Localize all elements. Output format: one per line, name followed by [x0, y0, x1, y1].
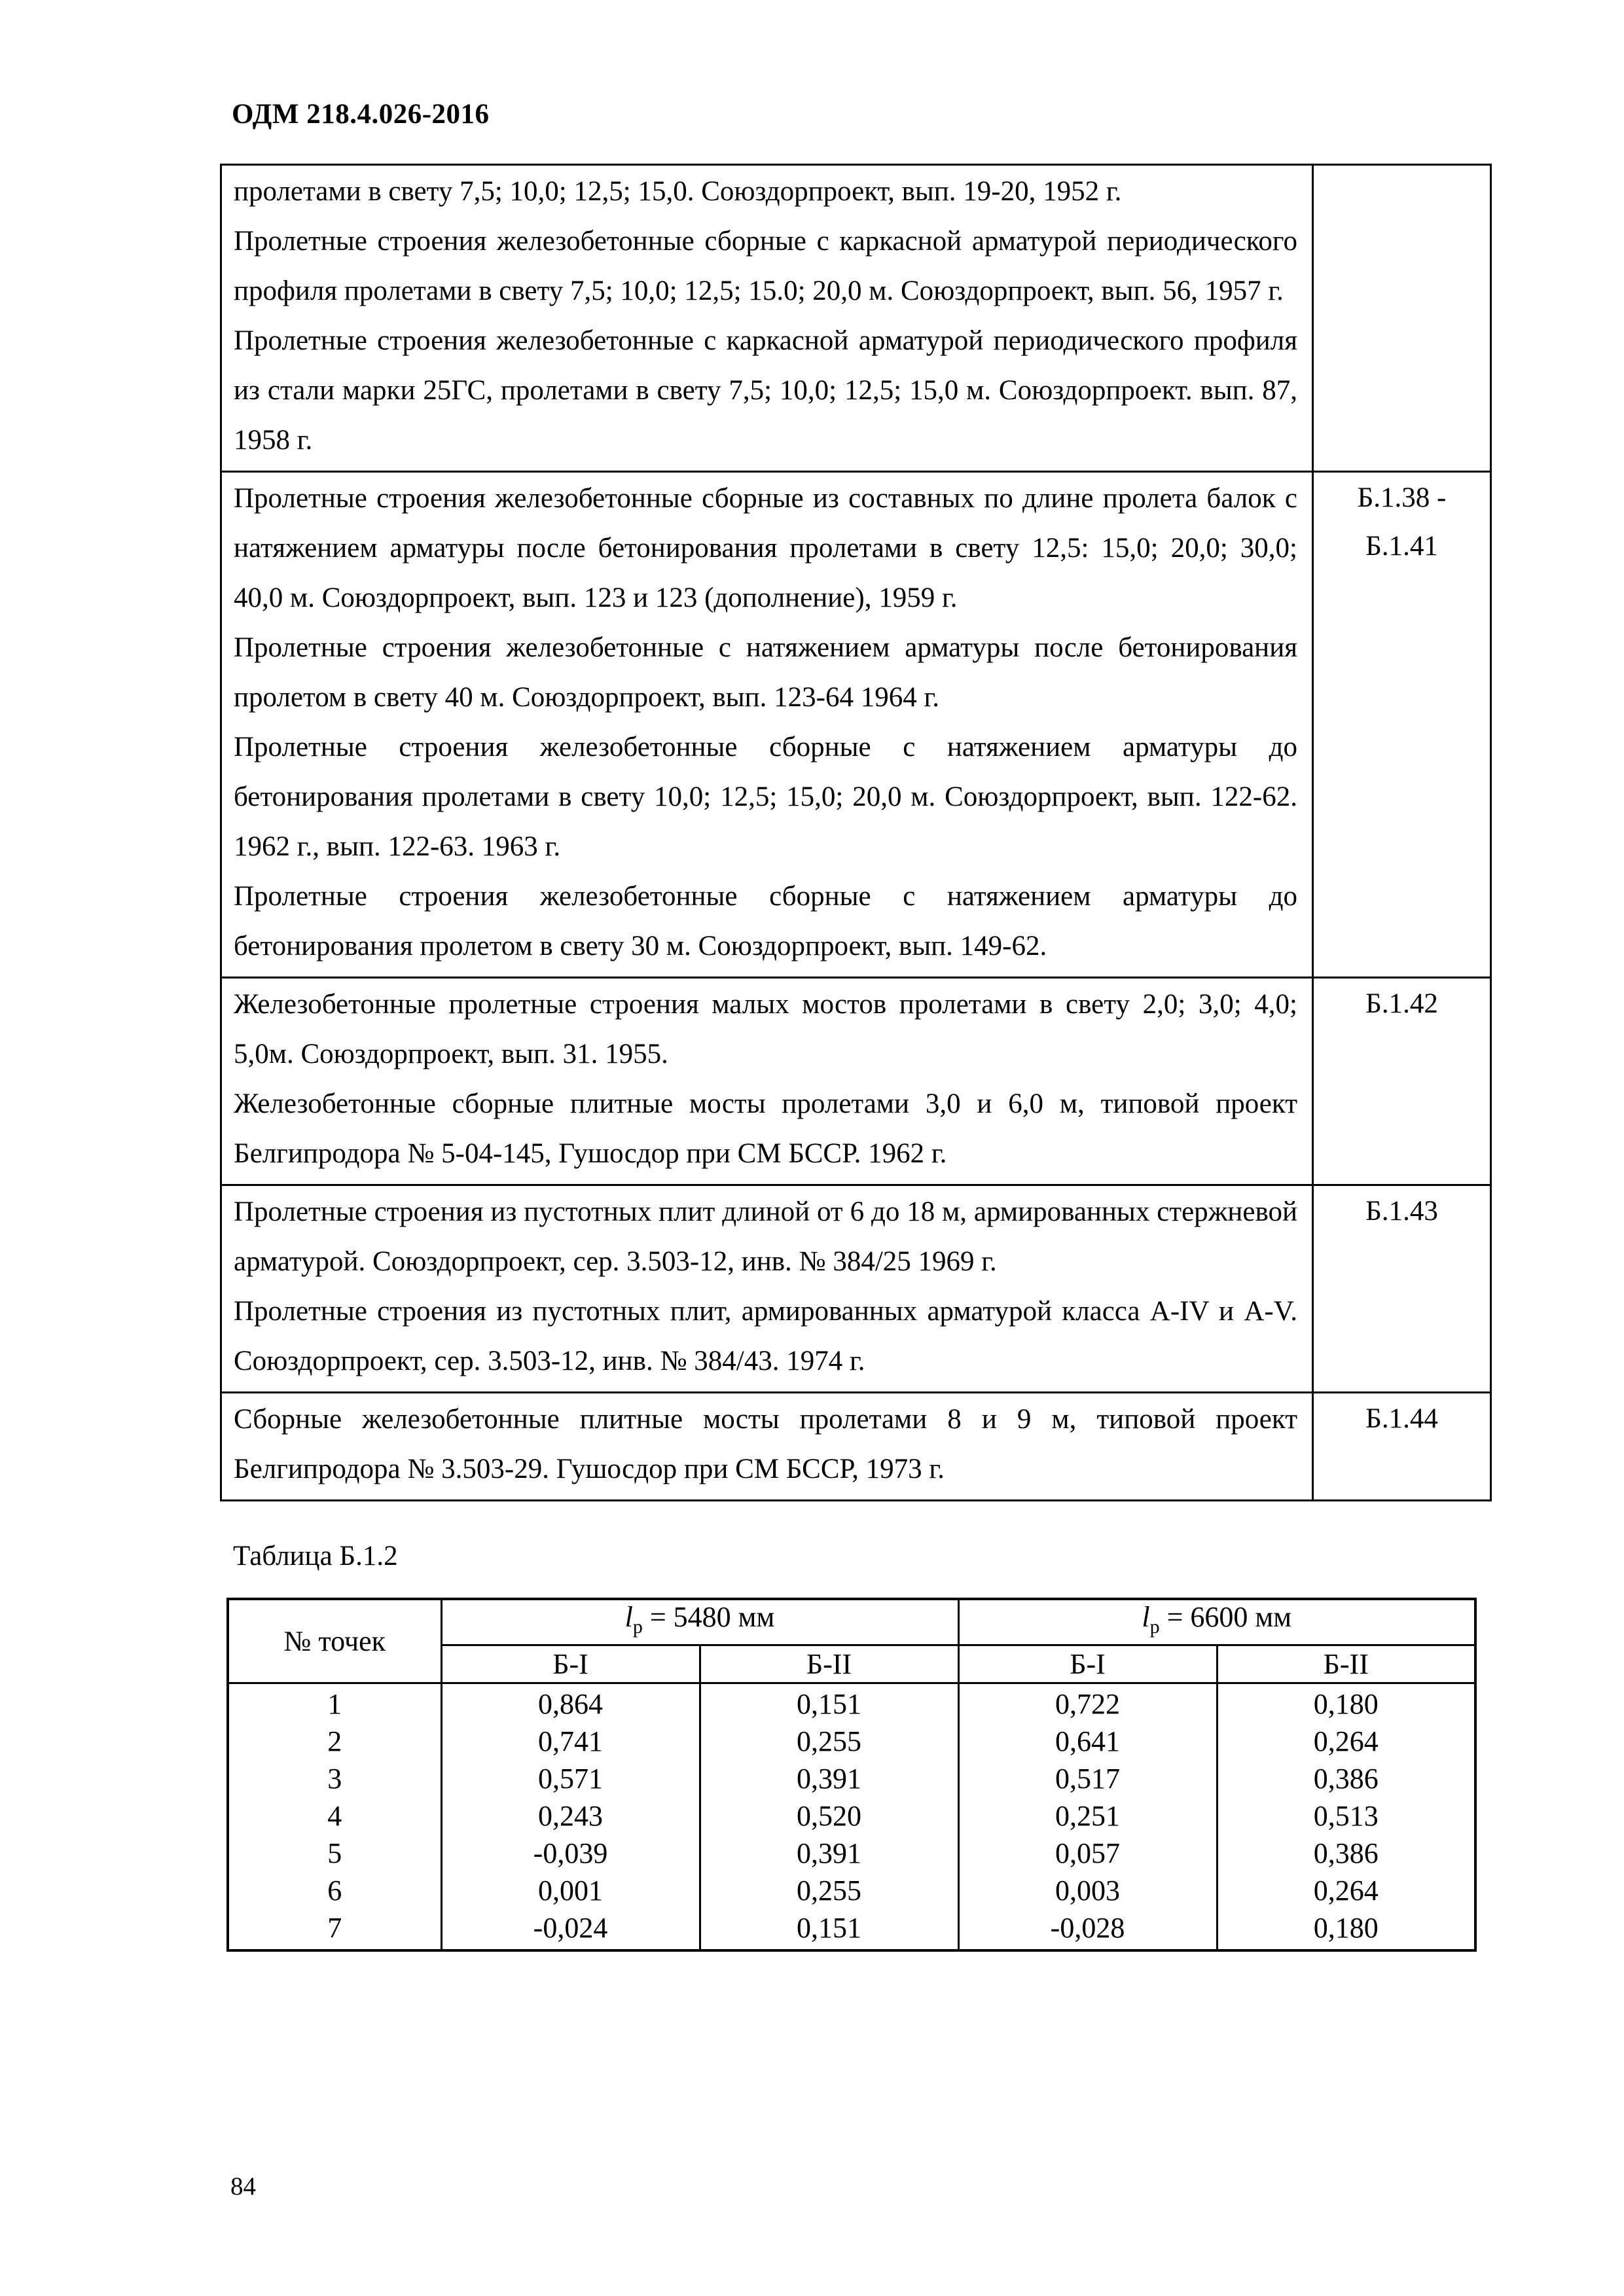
reference-label: Б.1.38 - — [1357, 482, 1447, 513]
table-row — [228, 1723, 1475, 1760]
value-cell: 0,641 — [958, 1723, 1217, 1760]
subheader: Б-II — [1217, 1645, 1475, 1683]
source-description-cell — [221, 165, 1313, 472]
value-cell: -0,028 — [958, 1909, 1217, 1950]
points-header: № точек — [228, 1599, 441, 1683]
value-cell: 0,386 — [1217, 1835, 1475, 1872]
sources-row — [221, 472, 1491, 978]
reference-label: Б.1.41 — [1365, 531, 1438, 562]
value-cell: 0,517 — [958, 1760, 1217, 1797]
source-paragraph: Пролетные строения из пустотных плит длиной от 6 до 18 м, армированных стержневой арматурой. Союздорпроект, сер. 3.503-12, инв. № 384/25 1969 г. — [234, 1196, 1297, 1277]
point-number-cell: 3 — [228, 1760, 441, 1797]
source-description-cell — [221, 472, 1313, 978]
point-number-cell: 2 — [228, 1723, 441, 1760]
source-paragraph: Пролетные строения железобетонные сборные с каркасной арматурой периодического профиля пролетами в свету 7,5; 10,0; 12,5; 15.0; 20,0 м. Союздорпроект, вып. 56, 1957 г. — [234, 226, 1297, 306]
sources-row — [221, 1393, 1491, 1501]
source-paragraph: пролетами в свету 7,5; 10,0; 12,5; 15,0. Союздорпроект, вып. 19-20, 1952 г. — [234, 176, 1122, 207]
group-value: = 6600 мм — [1159, 1601, 1292, 1633]
value-cell: 0,243 — [441, 1797, 700, 1835]
value-cell: 0,513 — [1217, 1797, 1475, 1835]
group-symbol: l — [1142, 1601, 1150, 1633]
source-paragraph: Железобетонные пролетные строения малых мостов пролетами в свету 2,0; 3,0; 4,0; 5,0м. Союздорпроект, вып. 31. 1955. — [234, 989, 1297, 1069]
source-description-cell — [221, 1393, 1313, 1501]
source-paragraph: Пролетные строения железобетонные сборные из составных по длине пролета балок с натяжением арматуры после бетонирования пролетами в свету 12,5: 15,0; 20,0; 30,0; 40,0 м. Союздорпроект, вып. 123 и 123 (дополнение), 1959 г. — [234, 483, 1297, 613]
point-number-cell: 4 — [228, 1797, 441, 1835]
reference-label: Б.1.44 — [1365, 1403, 1438, 1434]
page-number: 84 — [230, 2172, 256, 2200]
value-cell: 0,386 — [1217, 1760, 1475, 1797]
point-number-cell: 5 — [228, 1835, 441, 1872]
value-cell: 0,001 — [441, 1872, 700, 1909]
point-number-cell: 7 — [228, 1909, 441, 1950]
value-cell: 0,180 — [1217, 1683, 1475, 1723]
value-cell: 0,722 — [958, 1683, 1217, 1723]
reference-label: Б.1.43 — [1365, 1196, 1438, 1227]
value-cell: 0,520 — [700, 1797, 958, 1835]
sources-row — [221, 978, 1491, 1185]
source-reference-cell — [1313, 165, 1491, 472]
value-cell: -0,039 — [441, 1835, 700, 1872]
value-cell: 0,255 — [700, 1723, 958, 1760]
source-reference-cell — [1313, 978, 1491, 1185]
source-reference-cell — [1313, 472, 1491, 978]
value-cell: 0,391 — [700, 1760, 958, 1797]
source-paragraph: Сборные железобетонные плитные мосты пролетами 8 и 9 м, типовой проект Белгипродора № 3.503-29. Гушосдор при СМ БССР, 1973 г. — [234, 1404, 1297, 1484]
value-cell: -0,024 — [441, 1909, 700, 1950]
value-cell: 0,264 — [1217, 1872, 1475, 1909]
reference-label: Б.1.42 — [1365, 988, 1438, 1019]
table-row — [228, 1760, 1475, 1797]
source-reference-cell — [1313, 1393, 1491, 1501]
source-paragraph: Железобетонные сборные плитные мосты пролетами 3,0 и 6,0 м, типовой проект Белгипродора № 5-04-145, Гушосдор при СМ БССР. 1962 г. — [234, 1088, 1297, 1169]
value-cell: 0,251 — [958, 1797, 1217, 1835]
sources-table — [220, 164, 1492, 1501]
sources-row — [221, 165, 1491, 472]
value-cell: 0,255 — [700, 1872, 958, 1909]
value-cell: 0,003 — [958, 1872, 1217, 1909]
point-number-cell: 1 — [228, 1683, 441, 1723]
subheader: Б-II — [700, 1645, 958, 1683]
source-paragraph: Пролетные строения из пустотных плит, армированных арматурой класса A-IV и A-V. Союздорпроект, сер. 3.503-12, инв. № 384/43. 1974 г. — [234, 1296, 1297, 1376]
table-row — [228, 1909, 1475, 1950]
subheader: Б-I — [958, 1645, 1217, 1683]
source-description-cell — [221, 1185, 1313, 1393]
values-table — [226, 1598, 1477, 1952]
document-code: ОДМ 218.4.026-2016 — [232, 99, 490, 130]
point-number-cell: 6 — [228, 1872, 441, 1909]
group-header-1 — [441, 1599, 958, 1645]
value-cell: 0,391 — [700, 1835, 958, 1872]
source-paragraph: Пролетные строения железобетонные сборные с натяжением арматуры до бетонирования пролетами в свету 10,0; 12,5; 15,0; 20,0 м. Союздорпроект, вып. 122-62. 1962 г., вып. 122-63. 1963 г. — [234, 732, 1297, 862]
value-cell: 0,180 — [1217, 1909, 1475, 1950]
source-paragraph: Пролетные строения железобетонные с натяжением арматуры после бетонирования пролетом в свету 40 м. Союздорпроект, вып. 123-64 1964 г. — [234, 632, 1297, 713]
source-paragraph: Пролетные строения железобетонные сборные с натяжением арматуры до бетонирования пролетом в свету 30 м. Союздорпроект, вып. 149-62. — [234, 881, 1297, 961]
group-subscript: р — [1149, 1616, 1160, 1638]
table-row — [228, 1835, 1475, 1872]
group-header-2 — [958, 1599, 1475, 1645]
value-cell: 0,571 — [441, 1760, 700, 1797]
value-cell: 0,741 — [441, 1723, 700, 1760]
table-row — [228, 1797, 1475, 1835]
source-paragraph: Пролетные строения железобетонные с каркасной арматурой периодического профиля из стали марки 25ГС, пролетами в свету 7,5; 10,0; 12,5; 15,0 м. Союздорпроект. вып. 87, 1958 г. — [234, 325, 1297, 456]
group-subscript: р — [632, 1616, 643, 1638]
value-cell: 0,264 — [1217, 1723, 1475, 1760]
source-reference-cell — [1313, 1185, 1491, 1393]
value-cell: 0,057 — [958, 1835, 1217, 1872]
sources-row — [221, 1185, 1491, 1393]
value-cell: 0,864 — [441, 1683, 700, 1723]
table-row — [228, 1872, 1475, 1909]
value-cell: 0,151 — [700, 1683, 958, 1723]
table-row — [228, 1683, 1475, 1723]
value-cell: 0,151 — [700, 1909, 958, 1950]
group-symbol: l — [624, 1601, 633, 1633]
group-value: = 5480 мм — [642, 1601, 775, 1633]
source-description-cell — [221, 978, 1313, 1185]
subheader: Б-I — [441, 1645, 700, 1683]
table-caption: Таблица Б.1.2 — [233, 1541, 398, 1571]
